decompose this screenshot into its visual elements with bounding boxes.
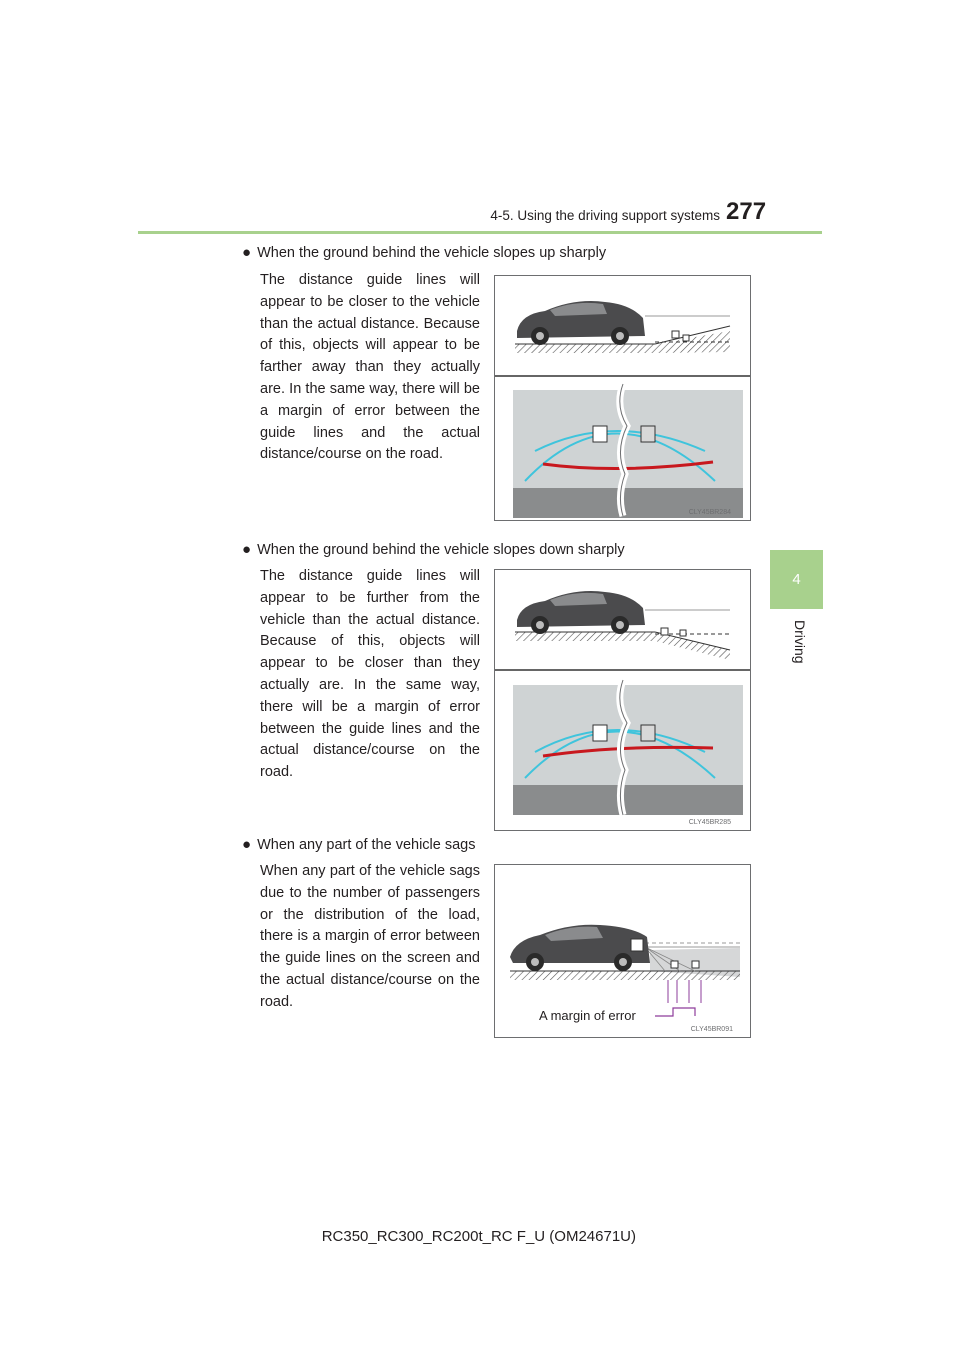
bullet-icon: ●	[242, 836, 252, 853]
item-body: When any part of the vehicle sags due to the number of passengers or the distribution of the load, there is a margin of error between the guide lines on the screen and the actual distance/course on the road.	[260, 863, 480, 1010]
figure-slope-up	[494, 275, 751, 521]
item-heading	[242, 836, 476, 853]
item-heading-text: When any part of the vehicle sags	[257, 837, 476, 853]
item-heading-text: When the ground behind the vehicle slopes up sharply	[257, 245, 607, 261]
figure-code: CLY45BR285	[688, 819, 731, 826]
section-title: 4-5. Using the driving support systems	[490, 208, 720, 223]
figure-slope-down	[494, 569, 751, 831]
item-heading-text: When the ground behind the vehicle slopes down sharply	[257, 542, 625, 558]
figure-caption: A margin of error	[539, 1008, 636, 1023]
header-rule	[138, 231, 822, 234]
chapter-number: 4	[792, 571, 801, 588]
page-number: 277	[726, 198, 767, 225]
item-body: The distance guide lines will appear to be further from the vehicle than the actual distance. Because of this, objects will appear to be closer than they actually are. In the same way, there will be a margin of error between the guide lines and the actual distance/course on the road.	[260, 568, 480, 781]
model-footer: RC350_RC300_RC200t_RC F_U (OM24671U)	[321, 1228, 636, 1245]
chapter-tab[interactable]	[770, 550, 823, 609]
bullet-icon: ●	[242, 541, 252, 558]
item-body: The distance guide lines will appear to be closer to the vehicle than the actual distance. Because of this, objects will appear to be farther away than they actually are. In the same way, there will be a margin of error between the guide lines and the actual distance/course on the road.	[260, 272, 480, 463]
figure-vehicle-sag	[494, 864, 751, 1038]
chapter-label: Driving	[792, 620, 808, 664]
item-heading	[242, 244, 606, 261]
bullet-icon: ●	[242, 244, 252, 261]
figure-code: CLY45BR284	[688, 509, 731, 516]
figure-code: CLY45BR091	[690, 1026, 733, 1033]
item-heading	[242, 541, 625, 558]
